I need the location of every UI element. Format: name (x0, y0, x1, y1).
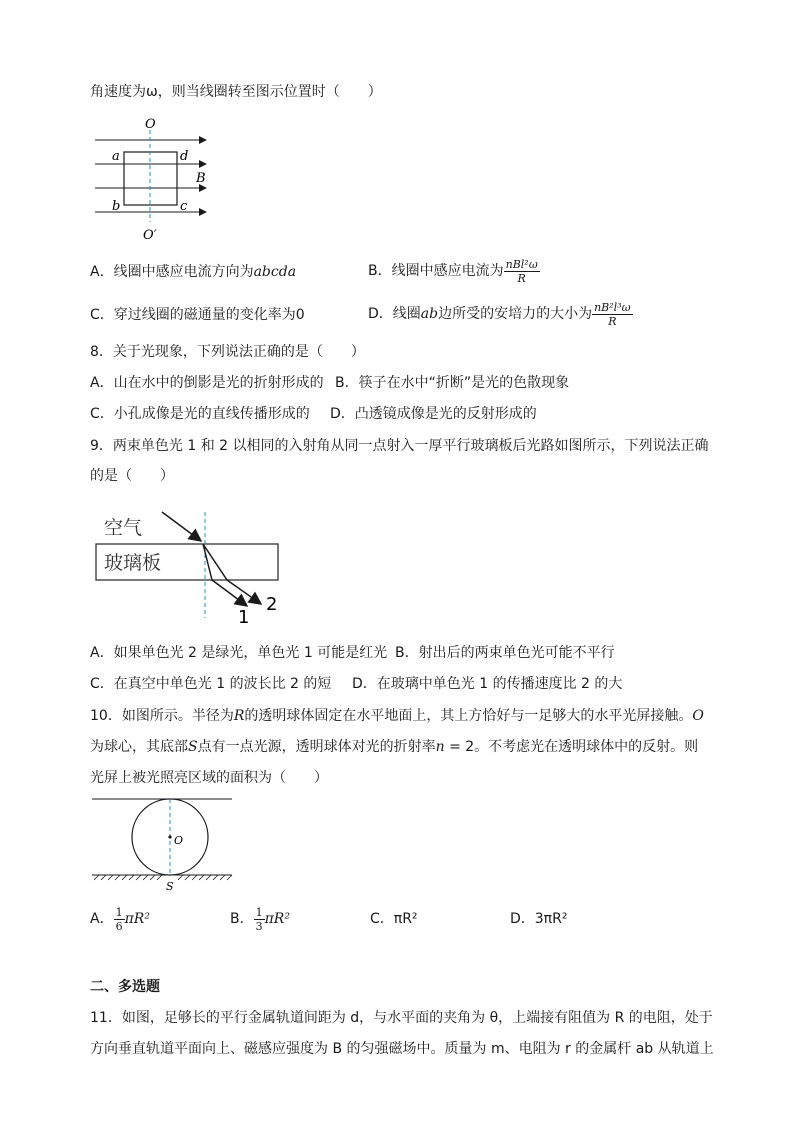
label-ray-2: 2 (266, 594, 278, 615)
q7-d-num: nB²l³ω (594, 300, 631, 314)
emergent-ray-2 (227, 580, 261, 604)
q10-l2-a: 为球心，其底部 (90, 739, 188, 755)
ground-hatching (94, 875, 232, 880)
q8-option-c: C．小孔成像是光的直线传播形成的 (90, 406, 310, 422)
q10-line1 (90, 706, 704, 726)
label-glass: 玻璃板 (104, 552, 162, 574)
q10-option-b (230, 903, 290, 935)
q8-option-a: A．山在水中的倒影是光的折射形成的 (90, 375, 324, 391)
q7-d-den: R (608, 314, 617, 328)
incident-ray (162, 512, 201, 541)
q7-option-a (90, 262, 296, 282)
center-point (168, 835, 171, 838)
q8-option-b: B．筷子在水中“折断”是光的色散现象 (335, 375, 570, 391)
q9-stem-line1: 9．两束单色光 1 和 2 以相同的入射角从同一点射入一厚平行玻璃板后光路如图所示，下列说法正确 (90, 438, 709, 454)
q9-option-a: A．如果单色光 2 是绿光，单色光 1 可能是红光 (90, 645, 388, 661)
q10-l1-a: 10．如图所示。半径为 (90, 708, 234, 724)
q8-stem: 8．关于光现象，下列说法正确的是（ ） (90, 344, 365, 360)
q10-line3: 光屏上被光照亮区域的面积为（ ） (90, 770, 328, 786)
q10-a-den: 6 (115, 919, 123, 933)
q10-l2-eq: = 2 (444, 739, 475, 755)
q10-line2 (90, 737, 698, 757)
q10-a-fraction (114, 906, 125, 933)
q7-d-text2: 边所受的安培力的大小为 (438, 306, 593, 322)
label-a: a (112, 149, 120, 164)
q10-b-tail: πR² (264, 911, 290, 927)
q10-l1-o: O (692, 708, 704, 724)
q7-option-d (368, 299, 633, 329)
q10-b-fraction (254, 906, 265, 933)
q9-option-d: D．在玻璃中单色光 1 的传播速度比 2 的大 (352, 676, 623, 692)
q9-glass-figure (92, 506, 292, 624)
q9-option-b: B．射出后的两束单色光可能不平行 (395, 645, 615, 661)
q10-b-den: 3 (255, 919, 263, 933)
label-air: 空气 (104, 517, 143, 539)
q10-l2-s: S (188, 739, 198, 755)
q10-l1-b: 的透明球体固定在水平地面上，其上方恰好与一足够大的水平光屏接触。 (244, 708, 693, 724)
q10-l2-n: n (435, 739, 445, 755)
q10-l1-r: R (233, 708, 245, 724)
label-center-o: O (174, 834, 184, 847)
q10-option-d: D．3πR² (510, 911, 568, 927)
label-o: O (145, 117, 156, 132)
q7-d-ab: ab (420, 306, 439, 322)
q10-a-tail: πR² (124, 911, 150, 927)
q9-option-c: C．在真空中单色光 1 的波长比 2 的短 (90, 676, 332, 692)
q10-b-label: B． (230, 911, 254, 927)
q10-sphere-figure (92, 794, 237, 894)
q8-option-d: D．凸透镜成像是光的反射形成的 (330, 406, 537, 422)
q7-d-text1: D．线圈 (368, 306, 421, 322)
q7-a-text: A．线圈中感应电流方向为 (90, 264, 254, 280)
q10-b-num: 1 (255, 905, 263, 919)
refracted-ray-2 (203, 544, 227, 580)
q10-a-num: 1 (115, 905, 123, 919)
q7-coil-figure (90, 114, 220, 244)
label-ray-1: 1 (238, 607, 250, 624)
label-b: b (112, 199, 121, 214)
q11-line2: 方向垂直轨道平面向上、磁感应强度为 B 的匀强磁场中。质量为 m、电阻为 r 的金属杆 ab 从轨道上 (90, 1041, 714, 1057)
q7-d-fraction (592, 301, 632, 328)
q10-option-c: C．πR² (370, 911, 418, 927)
q7-b-text: B．线圈中感应电流为 (368, 263, 504, 279)
q7-b-fraction (504, 258, 540, 285)
label-b-field: B (196, 171, 206, 186)
q9-stem-line2: 的是（ ） (90, 468, 174, 484)
q7-option-b (368, 256, 540, 286)
label-source-s: S (166, 880, 174, 893)
q7-b-den: R (517, 271, 526, 285)
q7-b-num: nBl²ω (505, 257, 538, 271)
emergent-ray-1 (212, 580, 247, 606)
label-c: c (180, 199, 188, 214)
q10-l2-c: 。不考虑光在透明球体中的反射。则 (474, 739, 699, 755)
q11-line1: 11．如图，足够长的平行金属轨道间距为 d，与水平面的夹角为 θ，上端接有阻值为 R 的电阻，处于 (90, 1010, 713, 1026)
label-o-prime: O′ (143, 228, 157, 243)
label-d: d (180, 149, 189, 164)
q7-option-c: C．穿过线圈的磁通量的变化率为0 (90, 307, 305, 323)
q10-a-label: A． (90, 911, 114, 927)
section-multi-choice-title: 二、多选题 (90, 979, 160, 995)
q10-l2-b: 点有一点光源，透明球体对光的折射率 (197, 739, 436, 755)
q7-a-math: abcda (253, 264, 297, 280)
q7-stem-tail: 角速度为ω，则当线圈转至图示位置时（ ） (90, 84, 382, 100)
q10-option-a (90, 903, 150, 935)
